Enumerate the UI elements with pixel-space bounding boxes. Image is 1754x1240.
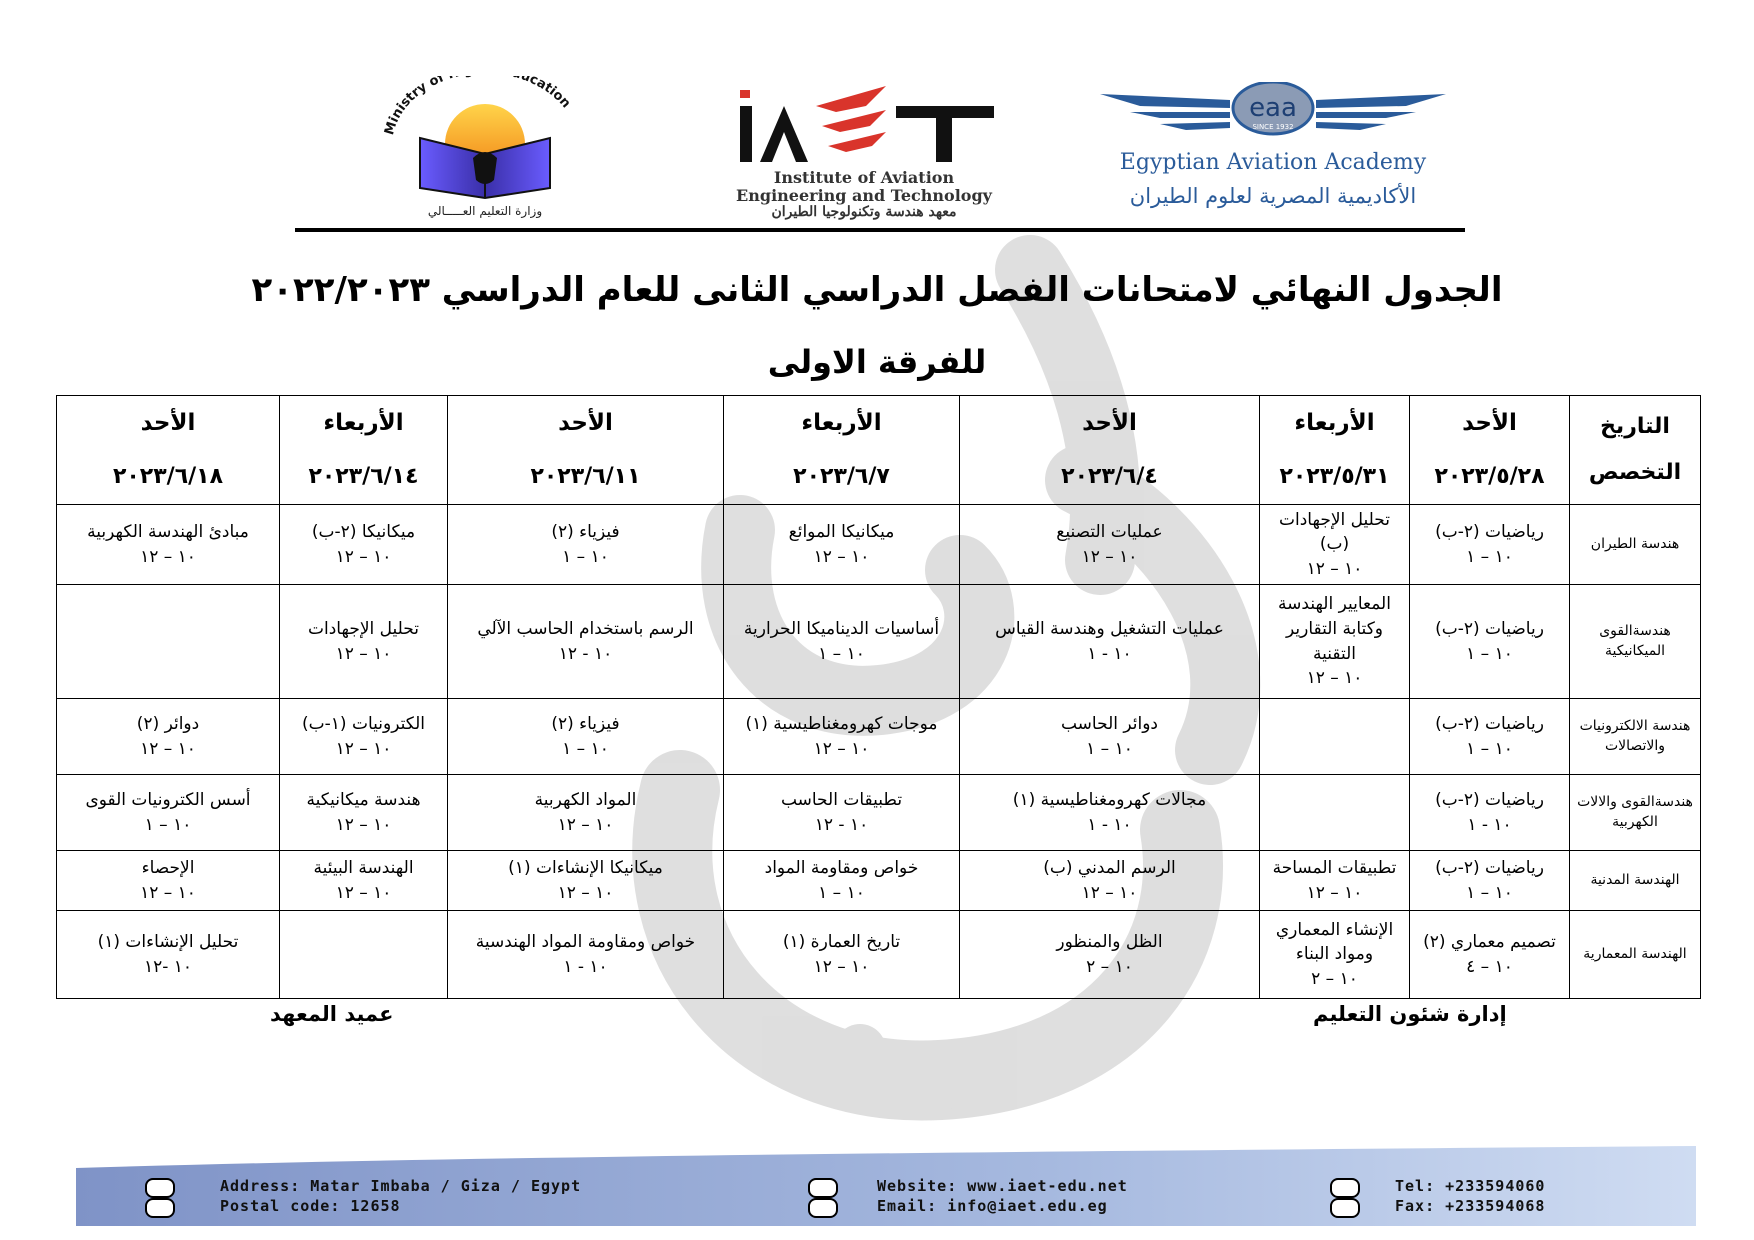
phone-icon bbox=[1330, 1178, 1360, 1198]
corner-header-cell bbox=[1570, 396, 1701, 505]
eaa-wings-emblem bbox=[1100, 82, 1446, 148]
exam-time: ١٠ - ١ bbox=[563, 956, 608, 977]
exam-cell bbox=[448, 585, 724, 699]
exam-subject: الرسم باستخدام الحاسب الآلي bbox=[477, 618, 694, 639]
website-icon bbox=[808, 1178, 838, 1198]
footer-postal: Postal code: 12658 bbox=[220, 1197, 401, 1215]
exam-subject: المواد الكهربية bbox=[534, 789, 637, 810]
exam-time: ١٠ – ١ bbox=[562, 546, 609, 567]
date-label: ٢٠٢٣/٦/١٤ bbox=[308, 463, 419, 489]
exam-time: ١٠ – ١٢ bbox=[1306, 558, 1363, 579]
exam-subject: تحليل الإجهادات bbox=[308, 618, 419, 639]
exam-cell bbox=[448, 775, 724, 851]
exam-subject: هندسة ميكانيكية bbox=[306, 789, 421, 810]
exam-subject: ميكانيكا الموائع bbox=[788, 521, 895, 542]
exam-time: ١٠ – ١٢ bbox=[1081, 882, 1138, 903]
table-header-row bbox=[57, 396, 1701, 505]
exam-time: ١٠ – ١٢ bbox=[140, 546, 196, 567]
exam-time: ١٠ – ١٢ bbox=[813, 738, 870, 759]
exam-time: ١٠ - ١ bbox=[1087, 643, 1132, 664]
footer-tel: Tel: +233594060 bbox=[1395, 1177, 1546, 1195]
education-affairs-signature: إدارة شئون التعليم bbox=[1313, 1002, 1507, 1026]
exam-cell bbox=[724, 505, 960, 585]
exam-subject: خواص ومقاومة المواد bbox=[764, 857, 919, 878]
exam-cell bbox=[960, 585, 1260, 699]
date-column-header bbox=[724, 396, 960, 505]
date-column-header bbox=[960, 396, 1260, 505]
exam-cell bbox=[280, 775, 448, 851]
exam-time: ١٠ – ٤ bbox=[1466, 956, 1513, 977]
exam-subject: رياضيات (٢-ب) bbox=[1435, 618, 1544, 639]
exam-time: ١٠ – ٢ bbox=[1086, 956, 1133, 977]
table-row bbox=[57, 505, 1701, 585]
exam-cell bbox=[1410, 775, 1570, 851]
iaet-wordmark bbox=[736, 82, 1001, 172]
page-subtitle: للفرقة الاولى bbox=[767, 343, 987, 381]
exam-cell bbox=[960, 699, 1260, 775]
exam-time: ١٠ – ١٢ bbox=[335, 643, 392, 664]
exam-time: ١٠ – ١٢ bbox=[335, 882, 392, 903]
postal-icon bbox=[145, 1198, 175, 1218]
exam-cell bbox=[1410, 699, 1570, 775]
day-label: الأحد bbox=[1462, 410, 1517, 437]
exam-subject: الرسم المدني (ب) bbox=[1043, 857, 1176, 878]
department-cell: هندسةالقوى والالات الكهربية bbox=[1570, 775, 1701, 851]
exam-cell bbox=[960, 911, 1260, 999]
exam-cell bbox=[1260, 505, 1410, 585]
exam-cell bbox=[448, 505, 724, 585]
department-cell: هندسةالقوى الميكانيكية bbox=[1570, 585, 1701, 699]
header-divider bbox=[295, 228, 1465, 232]
exam-time: ١٠ - ١٢ bbox=[558, 643, 613, 664]
footer-address: Address: Matar Imbaba / Giza / Egypt bbox=[220, 1177, 582, 1195]
corner-date-label: التاريخ bbox=[1600, 414, 1670, 440]
exam-cell bbox=[1260, 851, 1410, 911]
exam-cell bbox=[1260, 911, 1410, 999]
exam-subject: عمليات التشغيل وهندسة القياس bbox=[995, 618, 1224, 639]
date-column-header bbox=[1260, 396, 1410, 505]
exam-cell bbox=[724, 775, 960, 851]
exam-cell bbox=[57, 775, 280, 851]
date-label: ٢٠٢٣/٥/٣١ bbox=[1279, 463, 1390, 489]
exam-subject: الإحصاء bbox=[141, 857, 195, 878]
page-title: الجدول النهائي لامتحانات الفصل الدراسي الثانى للعام الدراسي ٢٠٢٢/٢٠٢٣ bbox=[251, 270, 1503, 310]
iaet-name-line1: Institute of Aviation bbox=[773, 168, 955, 187]
department-cell: هندسة الالكترونيات والاتصالات bbox=[1570, 699, 1701, 775]
exam-time: ١٠ -١٢ bbox=[143, 956, 193, 977]
eaa-arabic-name: الأكاديمية المصرية لعلوم الطيران bbox=[1129, 184, 1417, 208]
exam-cell bbox=[724, 851, 960, 911]
eaa-mark-text: eaa bbox=[1249, 93, 1297, 123]
day-label: الأحد bbox=[140, 410, 196, 437]
exam-time: ١٠ – ١ bbox=[1466, 882, 1513, 903]
exam-subject: ميكانيكا الإنشاءات (١) bbox=[508, 857, 663, 878]
exam-cell bbox=[724, 911, 960, 999]
ministry-logo bbox=[370, 76, 600, 226]
exam-schedule-table bbox=[56, 395, 1701, 999]
exam-time: ١٠ – ١٢ bbox=[335, 546, 392, 567]
exam-cell bbox=[1260, 699, 1410, 775]
exam-subject: دوائر (٢) bbox=[136, 713, 200, 734]
exam-subject: موجات كهرومغناطيسية (١) bbox=[745, 713, 938, 734]
footer-email: Email: info@iaet.edu.eg bbox=[877, 1197, 1108, 1215]
exam-time: ١٠ – ١٢ bbox=[335, 738, 392, 759]
exam-cell bbox=[1260, 585, 1410, 699]
iaet-name-arabic: معهد هندسة وتكنولوجيا الطيران bbox=[771, 204, 957, 220]
exam-cell bbox=[280, 851, 448, 911]
exam-cell bbox=[1410, 585, 1570, 699]
exam-cell bbox=[1410, 911, 1570, 999]
exam-subject: أسس الكترونيات القوى bbox=[85, 789, 251, 810]
exam-cell bbox=[57, 505, 280, 585]
department-cell: الهندسة المدنية bbox=[1570, 851, 1701, 911]
exam-subject: الإنشاء المعماري ومواد البناء bbox=[1275, 919, 1394, 965]
exam-cell bbox=[448, 911, 724, 999]
exam-time: ١٠ - ١ bbox=[1467, 814, 1512, 835]
exam-cell bbox=[57, 851, 280, 911]
date-column-header bbox=[1410, 396, 1570, 505]
address-icon bbox=[145, 1178, 175, 1198]
exam-time: ١٠ – ١٢ bbox=[1306, 882, 1363, 903]
department-cell: الهندسة المعمارية bbox=[1570, 911, 1701, 999]
exam-subject: تاريخ العمارة (١) bbox=[782, 931, 901, 952]
exam-subject: تطبيقات الحاسب bbox=[780, 789, 903, 810]
exam-time: ١٠ – ٢ bbox=[1311, 968, 1358, 989]
exam-time: ١٠ – ١٢ bbox=[813, 956, 870, 977]
exam-cell bbox=[57, 911, 280, 999]
exam-time: ١٠ – ١ bbox=[818, 882, 865, 903]
table-row bbox=[57, 699, 1701, 775]
exam-subject: ميكانيكا (٢-ب) bbox=[311, 521, 416, 542]
day-label: الأحد bbox=[558, 410, 613, 437]
exam-subject: أساسيات الديناميكا الحرارية bbox=[743, 618, 940, 639]
iaet-name-line2: Engineering and Technology bbox=[736, 186, 992, 205]
exam-subject: تطبيقات المساحة bbox=[1272, 857, 1397, 878]
date-column-header bbox=[448, 396, 724, 505]
exam-subject: الكترونيات (١-ب) bbox=[301, 713, 425, 734]
table-row bbox=[57, 775, 1701, 851]
exam-time: ١٠ – ١ bbox=[144, 814, 192, 835]
exam-time: ١٠ - ١ bbox=[1087, 814, 1132, 835]
department-cell: هندسة الطيران bbox=[1570, 505, 1701, 585]
table-row bbox=[57, 851, 1701, 911]
exam-subject: مجالات كهرومغناطيسية (١) bbox=[1012, 789, 1207, 810]
exam-subject: الظل والمنظور bbox=[1056, 931, 1163, 952]
exam-time: ١٠ – ١٢ bbox=[335, 814, 392, 835]
exam-time: ١٠ – ١ bbox=[1086, 738, 1133, 759]
exam-time: ١٠ – ١٢ bbox=[557, 882, 614, 903]
exam-subject: فيزياء (٢) bbox=[551, 713, 620, 734]
footer-fax: Fax: +233594068 bbox=[1395, 1197, 1546, 1215]
day-label: الأحد bbox=[1082, 410, 1137, 437]
exam-cell bbox=[724, 585, 960, 699]
email-icon bbox=[808, 1198, 838, 1218]
exam-time: ١٠ – ١٢ bbox=[140, 738, 196, 759]
exam-subject: خواص ومقاومة المواد الهندسية bbox=[475, 931, 696, 952]
exam-cell bbox=[280, 911, 448, 999]
exam-subject: رياضيات (٢-ب) bbox=[1435, 857, 1544, 878]
schedule-body bbox=[57, 505, 1701, 999]
table-row bbox=[57, 911, 1701, 999]
eaa-since-text: SINCE 1932 bbox=[1252, 123, 1294, 131]
exam-subject: تصميم معماري (٢) bbox=[1423, 931, 1556, 952]
exam-time: ١٠ – ١٢ bbox=[1081, 546, 1138, 567]
exam-subject: رياضيات (٢-ب) bbox=[1435, 713, 1544, 734]
exam-subject: رياضيات (٢-ب) bbox=[1435, 521, 1544, 542]
exam-cell bbox=[1410, 505, 1570, 585]
exam-subject: المعايير الهندسة وكتابة التقارير التقنية bbox=[1278, 594, 1391, 664]
table-row bbox=[57, 585, 1701, 699]
exam-time: ١٠ - ١٢ bbox=[814, 814, 869, 835]
exam-cell bbox=[960, 505, 1260, 585]
exam-time: ١٠ – ١ bbox=[1466, 738, 1513, 759]
date-label: ٢٠٢٣/٦/١٨ bbox=[112, 463, 224, 489]
dean-signature: عميد المعهد bbox=[270, 1002, 394, 1026]
date-label: ٢٠٢٣/٦/٧ bbox=[793, 463, 890, 489]
exam-subject: فيزياء (٢) bbox=[551, 521, 620, 542]
ministry-arc-text: Ministry of ucation bbox=[382, 76, 574, 137]
exam-time: ١٠ – ١ bbox=[1466, 643, 1513, 664]
date-column-header bbox=[57, 396, 280, 505]
date-label: ٢٠٢٣/٦/١١ bbox=[530, 463, 641, 489]
exam-subject: تحليل الإجهادات (ب) bbox=[1279, 509, 1390, 555]
date-label: ٢٠٢٣/٦/٤ bbox=[1061, 463, 1158, 489]
exam-time: ١٠ – ١٢ bbox=[557, 814, 614, 835]
exam-cell bbox=[448, 851, 724, 911]
exam-cell bbox=[724, 699, 960, 775]
exam-cell bbox=[1260, 775, 1410, 851]
exam-subject: مبادئ الهندسة الكهربية bbox=[87, 521, 249, 542]
eaa-english-name: Egyptian Aviation Academy bbox=[1119, 150, 1427, 175]
date-column-header bbox=[280, 396, 448, 505]
eaa-logo bbox=[1100, 82, 1446, 222]
exam-subject: دوائر الحاسب bbox=[1060, 713, 1158, 734]
iaet-logo bbox=[686, 74, 1042, 222]
exam-cell bbox=[57, 699, 280, 775]
exam-cell bbox=[57, 585, 280, 699]
date-label: ٢٠٢٣/٥/٢٨ bbox=[1434, 463, 1545, 489]
exam-subject: رياضيات (٢-ب) bbox=[1435, 789, 1544, 810]
day-label: الأربعاء bbox=[801, 410, 882, 437]
exam-time: ١٠ – ١ bbox=[1466, 546, 1513, 567]
exam-time: ١٠ – ١٢ bbox=[813, 546, 870, 567]
exam-cell bbox=[280, 505, 448, 585]
ministry-arabic-name: وزارة التعليم العـــــالي bbox=[427, 204, 543, 218]
exam-subject: تحليل الإنشاءات (١) bbox=[97, 931, 239, 952]
exam-cell bbox=[280, 699, 448, 775]
exam-cell bbox=[960, 775, 1260, 851]
exam-cell bbox=[280, 585, 448, 699]
exam-cell bbox=[1410, 851, 1570, 911]
exam-cell bbox=[960, 851, 1260, 911]
exam-cell bbox=[448, 699, 724, 775]
corner-department-label: التخصص bbox=[1588, 460, 1682, 485]
fax-icon bbox=[1330, 1198, 1360, 1218]
exam-time: ١٠ – ١٢ bbox=[1306, 668, 1363, 689]
footer-website: Website: www.iaet-edu.net bbox=[877, 1177, 1128, 1195]
day-label: الأربعاء bbox=[1294, 410, 1375, 437]
ministry-emblem bbox=[370, 76, 600, 206]
exam-time: ١٠ – ١٢ bbox=[140, 882, 196, 903]
day-label: الأربعاء bbox=[323, 410, 404, 437]
exam-subject: الهندسة البيئية bbox=[313, 857, 414, 878]
exam-subject: عمليات التصنيع bbox=[1056, 521, 1163, 542]
exam-time: ١٠ – ١ bbox=[818, 643, 865, 664]
exam-time: ١٠ – ١ bbox=[562, 738, 609, 759]
